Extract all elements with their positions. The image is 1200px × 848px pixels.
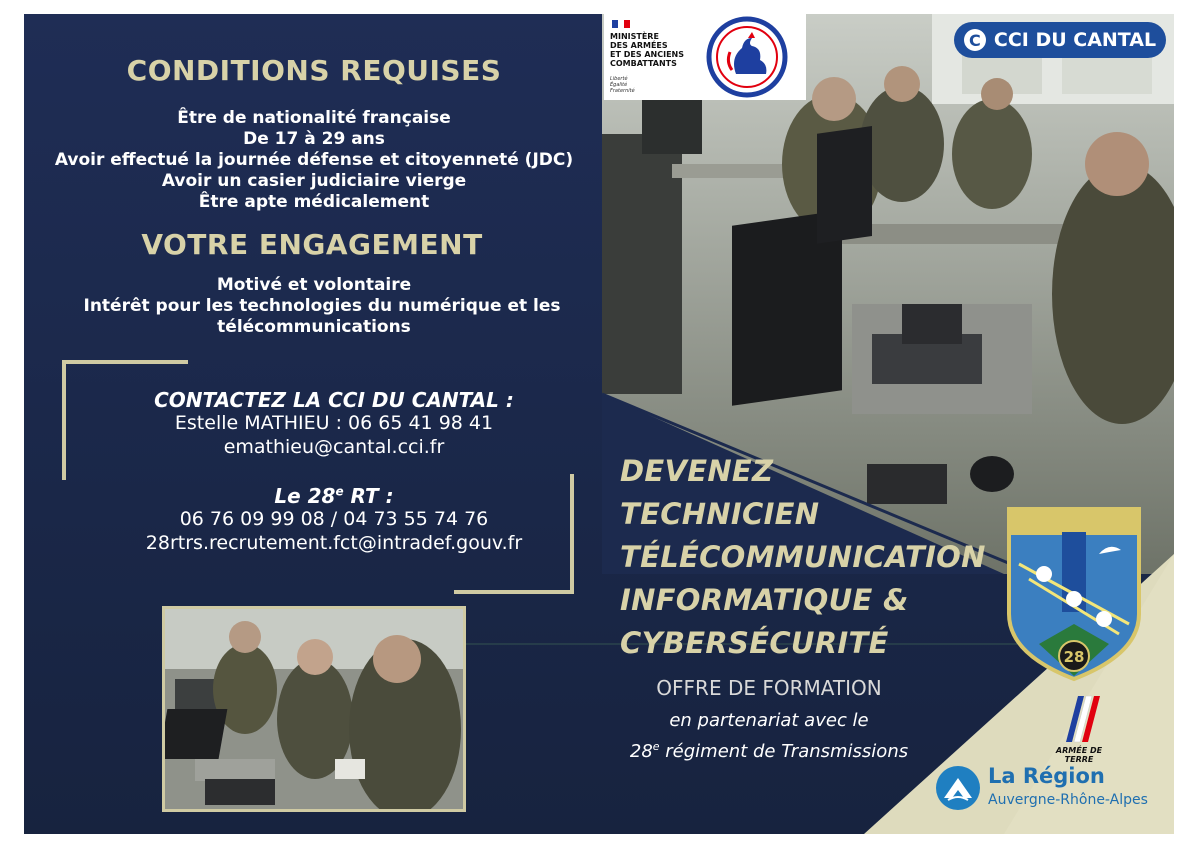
headline-line: TÉLÉCOMMUNICATION <box>620 540 986 574</box>
headline-line: CYBERSÉCURITÉ <box>620 626 889 660</box>
engagement-line: Intérêt pour les technologies du numérique et les <box>83 296 561 316</box>
partnership-line: en partenariat avec le <box>669 710 869 731</box>
trainees-photo <box>162 606 466 812</box>
region-subtitle: Auvergne-Rhône-Alpes <box>988 792 1148 808</box>
condition-line: Être de nationalité française <box>177 108 451 128</box>
ministere-logo <box>604 14 690 100</box>
ministere-text <box>610 32 684 68</box>
headline-line: INFORMATIQUE & <box>620 583 909 617</box>
regiment-line-sup: e <box>652 740 660 753</box>
rooster-emblem-icon <box>688 14 806 100</box>
headline-line: TECHNICIEN <box>620 497 820 531</box>
contact-rt-heading-suffix: RT : <box>343 484 394 508</box>
contact-rt-heading-prefix: Le 28 <box>274 484 336 508</box>
condition-line: Avoir effectué la journée défense et citoyenneté (JDC) <box>54 150 574 170</box>
condition-line: De 17 à 29 ans <box>243 129 385 149</box>
contact-rt-phones: 06 76 09 99 08 / 04 73 55 74 76 <box>179 508 489 530</box>
contact-cci-email[interactable]: emathieu@cantal.cci.fr <box>223 436 445 458</box>
regiment-crest-icon <box>1004 504 1144 684</box>
flyer <box>24 14 1174 834</box>
condition-line: Être apte médicalement <box>198 192 430 212</box>
cci-c-icon: C <box>964 29 986 51</box>
motto-line: Liberté <box>610 76 628 82</box>
region-name: La Région <box>988 764 1105 788</box>
regiment-line-suffix: régiment de Transmissions <box>659 741 909 762</box>
contact-rt-heading-sup: e <box>335 484 344 499</box>
region-mountain-icon <box>936 766 980 810</box>
contact-rt-email[interactable]: 28rtrs.recrutement.fct@intradef.gouv.fr <box>145 532 523 554</box>
contact-rt-heading <box>34 484 634 508</box>
regiment-line-prefix: 28 <box>629 741 653 762</box>
ministere-line: ET DES ANCIENS <box>610 50 685 59</box>
cci-logo-text: CCI DU CANTAL <box>993 29 1157 51</box>
armee-flag-icon <box>1044 690 1114 746</box>
ministere-line: MINISTÈRE <box>610 32 659 41</box>
contact-cci-heading: CONTACTEZ LA CCI DU CANTAL : <box>154 388 514 412</box>
engagement-line: télécommunications <box>217 317 411 337</box>
ministere-motto <box>610 76 635 94</box>
armee-de-terre-logo <box>1044 690 1114 764</box>
regiment-number: 28 <box>1063 648 1085 666</box>
armee-text: ARMÉE DE TERRE <box>1055 746 1103 764</box>
offre-title: OFFRE DE FORMATION <box>656 676 882 700</box>
contact-cci-name-phone: Estelle MATHIEU : 06 65 41 98 41 <box>174 412 494 434</box>
motto-line: Fraternité <box>610 88 635 94</box>
ministere-line: DES ARMÉES <box>610 41 668 50</box>
ministere-line: COMBATTANTS <box>610 59 677 68</box>
cci-logo <box>954 22 1166 58</box>
motto-line: Égalité <box>610 82 628 88</box>
regiment-line <box>604 740 934 762</box>
condition-line: Avoir un casier judiciaire vierge <box>161 171 467 191</box>
headline-line: DEVENEZ <box>620 454 774 488</box>
cohesion-nationale-logo <box>688 14 806 100</box>
french-flag-icon <box>612 20 630 28</box>
engagement-line: Motivé et volontaire <box>216 275 412 295</box>
engagement-title: VOTRE ENGAGEMENT <box>141 228 483 261</box>
conditions-title: CONDITIONS REQUISES <box>126 54 502 87</box>
